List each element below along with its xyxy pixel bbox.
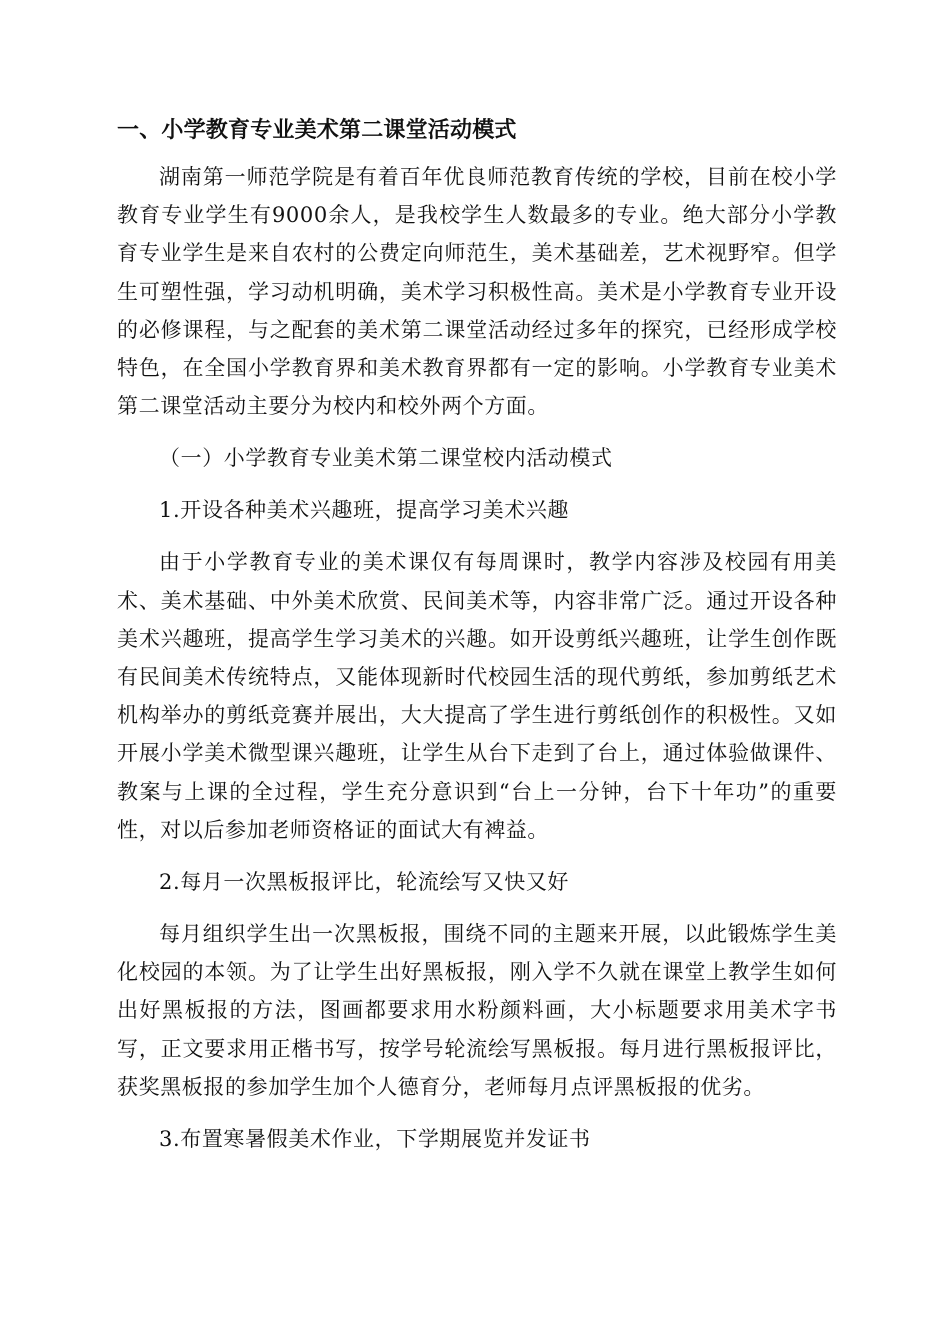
- item-1-paragraph: 由于小学教育专业的美术课仅有每周课时，教学内容涉及校园有用美术、美术基础、中外美术欣赏、民间美术等，内容非常广泛。通过开设各种美术兴趣班，提高学生学习美术的兴趣。如开设剪纸兴趣班，让学生创作既有民间美术传统特点，又能体现新时代校园生活的现代剪纸，参加剪纸艺术机构举办的剪纸竞赛并展出，大大提高了学生进行剪纸创作的积极性。又如开展小学美术微型课兴趣班，让学生从台下走到了台上，通过体验做课件、教案与上课的全过程，学生充分意识到“台上一分钟，台下十年功”的重要性，对以后参加老师资格证的面试大有裨益。: [117, 550, 837, 842]
- intro-paragraph: 湖南第一师范学院是有着百年优良师范教育传统的学校，目前在校小学教育专业学生有9000余人，是我校学生人数最多的专业。绝大部分小学教育专业学生是来自农村的公费定向师范生，美术基础差，艺术视野窄。但学生可塑性强，学习动机明确，美术学习积极性高。美术是小学教育专业开设的必修课程，与之配套的美术第二课堂活动经过多年的探究，已经形成学校特色，在全国小学教育界和美术教育界都有一定的影响。小学教育专业美术第二课堂活动主要分为校内和校外两个方面。: [117, 165, 837, 419]
- item-2-paragraph: 每月组织学生出一次黑板报，围绕不同的主题来开展，以此锻炼学生美化校园的本领。为了让学生出好黑板报，刚入学不久就在课堂上教学生如何出好黑板报的方法，图画都要求用水粉颜料画，大小标题要求用美术字书写，正文要求用正楷书写，按学号轮流绘写黑板报。每月进行黑板报评比，获奖黑板报的参加学生加个人德育分，老师每月点评黑板报的优劣。: [117, 922, 837, 1099]
- document-body: [117, 116, 837, 1158]
- item-1-title: 1.开设各种美术兴趣班，提高学习美术兴趣: [159, 498, 570, 523]
- item-2-title: 2.每月一次黑板报评比，轮流绘写又快又好: [159, 870, 570, 895]
- section-title: 一、小学教育专业美术第二课堂活动模式: [117, 118, 517, 143]
- subsection-title: （一）小学教育专业美术第二课堂校内活动模式: [159, 446, 613, 471]
- item-3-title: 3.布置寒暑假美术作业，下学期展览并发证书: [159, 1127, 591, 1152]
